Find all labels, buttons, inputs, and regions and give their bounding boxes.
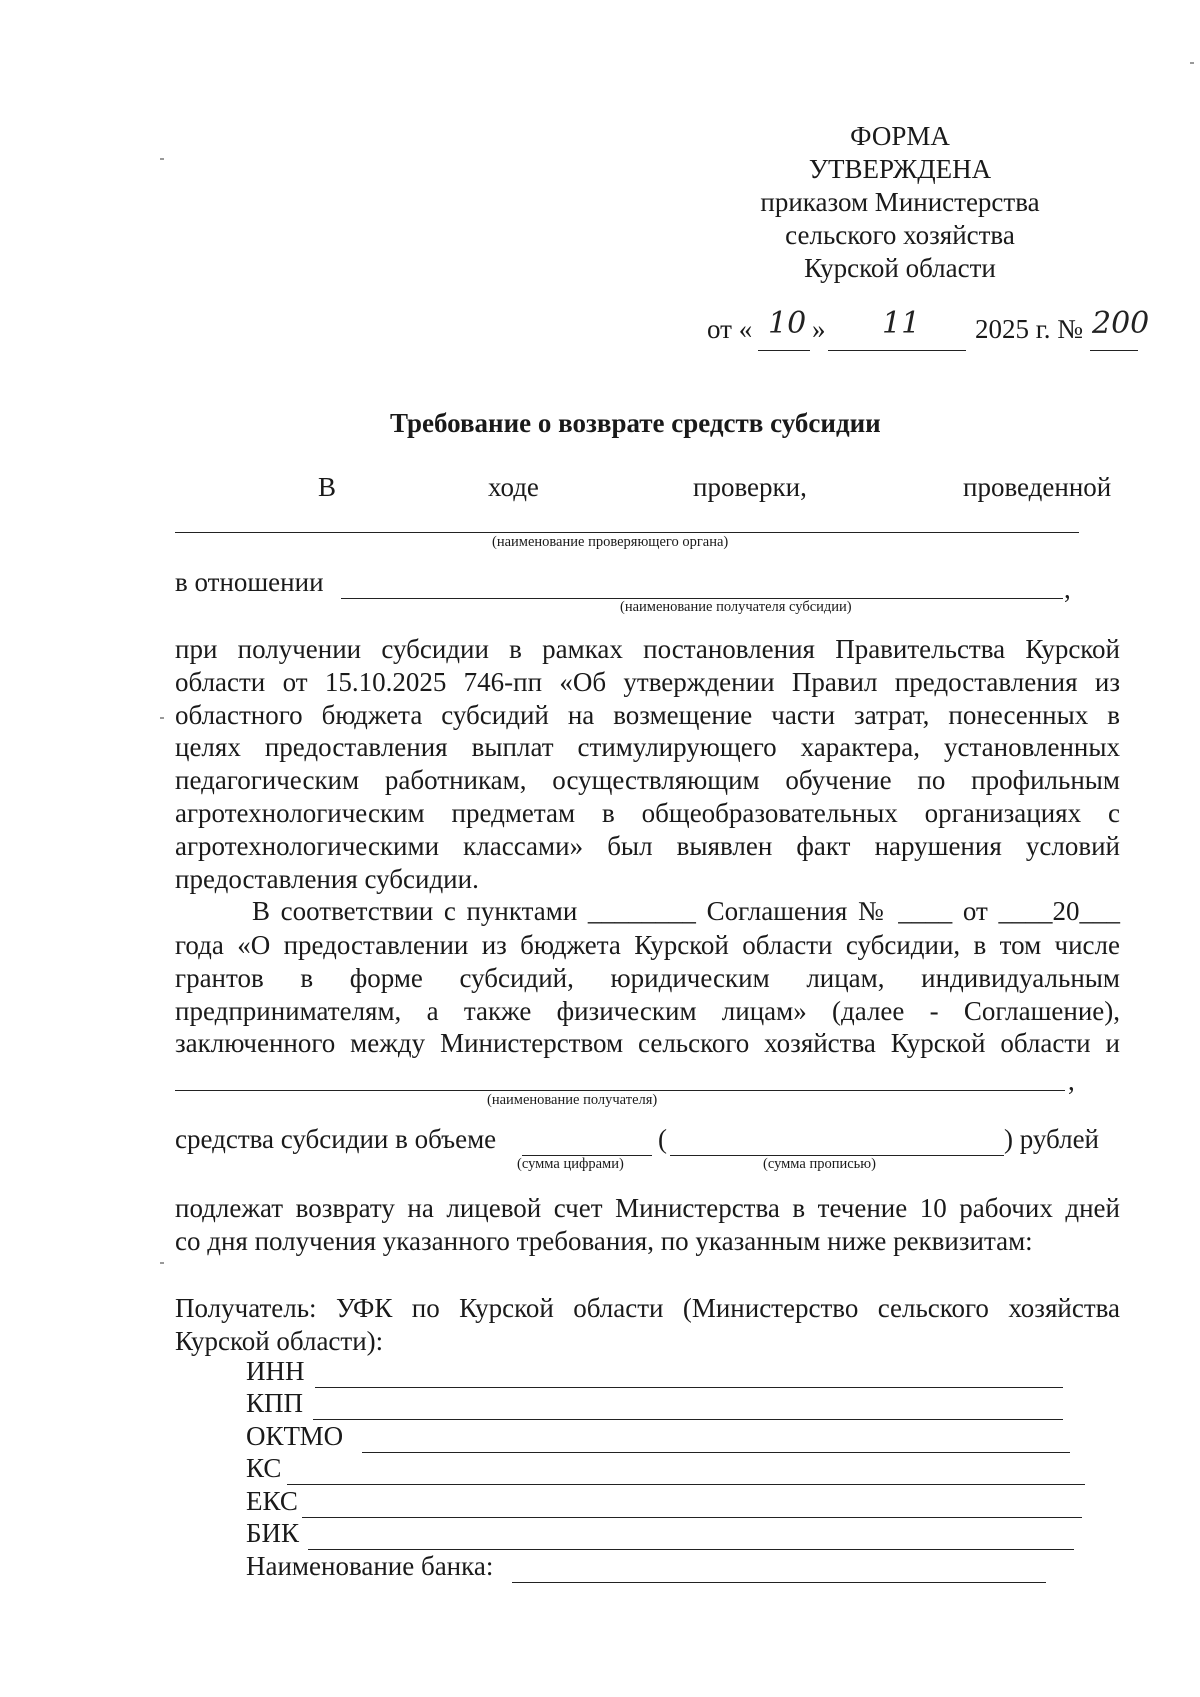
order-year-number-label: 2025 г. № — [975, 314, 1084, 344]
paragraph-line: агротехнологическими классами» был выявлен факт нарушения условий — [175, 830, 1120, 861]
paragraph-line: со дня получения указанного требования, по указанным ниже реквизитам: — [175, 1225, 1033, 1256]
paragraph-line: Курской области): — [175, 1325, 384, 1356]
order-day-underline — [758, 350, 810, 351]
inspecting-organ-caption: (наименование проверяющего органа) — [492, 534, 729, 550]
recipient-name-caption: (наименование получателя) — [487, 1092, 658, 1108]
approval-approved-label: УТВЕРЖДЕНА — [808, 154, 992, 184]
intro-word-v: В — [318, 472, 337, 502]
paragraph-line: педагогическим работникам, осуществляющим обучение по профильным — [175, 765, 1120, 796]
intro-word-khode: ходе — [488, 472, 539, 502]
oktmo-label: ОКТМО — [246, 1421, 344, 1451]
paragraph-line: года «О предоставлении из бюджета Курской области субсидии, в том числе — [175, 930, 1120, 960]
paragraph-line: предпринимателям, а также физическим лицам» (далее - Соглашение), — [175, 995, 1120, 1026]
paragraph-line: целях предоставления выплат стимулирующего характера, установленных — [175, 732, 1120, 763]
intro-word-proverki: проверки, — [693, 472, 807, 502]
paragraph-line: области от 15.10.2025 746-пп «Об утверждении Правил предоставления из — [175, 666, 1120, 697]
in-relation-label: в отношении — [175, 567, 324, 597]
bik-field-line — [308, 1549, 1074, 1550]
bank-name-label: Наименование банка: — [246, 1551, 494, 1581]
kpp-label: КПП — [246, 1388, 304, 1418]
scan-speck — [160, 717, 164, 719]
amount-open-paren: ( — [658, 1124, 667, 1154]
oktmo-field-line — [362, 1452, 1070, 1453]
paragraph-agreement — [175, 929, 1120, 1060]
ks-label: КС — [246, 1453, 282, 1483]
payment-recipient — [175, 1292, 1120, 1358]
paragraph-return-deadline — [175, 1192, 1120, 1258]
paragraph-line: заключенного между Министерством сельского хозяйства Курской области и — [175, 1028, 1120, 1059]
order-month-handwritten: 11 — [882, 306, 921, 341]
amount-rubles-label: ) рублей — [1004, 1124, 1100, 1154]
paragraph-line: подлежат возврату на лицевой счет Министерства в течение 10 рабочих дней — [175, 1193, 1120, 1223]
approval-region: Курской области — [804, 253, 996, 283]
paragraph-line: областного бюджета субсидий на возмещение части затрат, понесенных в — [175, 699, 1120, 730]
approval-form-label: ФОРМА — [850, 121, 950, 151]
order-number-underline — [1090, 350, 1138, 351]
eks-label: ЕКС — [246, 1486, 298, 1516]
ks-field-line — [287, 1484, 1085, 1485]
subsidy-recipient-comma: , — [1064, 574, 1071, 604]
bik-label: БИК — [246, 1518, 300, 1548]
bank-name-field-line — [512, 1582, 1046, 1583]
amount-label: средства субсидии в объеме — [175, 1124, 497, 1154]
paragraph-line: предоставления субсидии. — [175, 863, 479, 894]
paragraph-line: грантов в форме субсидий, юридическим лицам, индивидуальным — [175, 962, 1120, 993]
scan-speck — [160, 158, 164, 160]
inn-field-line — [315, 1387, 1063, 1388]
amount-digits-caption: (сумма цифрами) — [517, 1156, 624, 1172]
subsidy-recipient-caption: (наименование получателя субсидии) — [620, 599, 852, 615]
inn-label: ИНН — [246, 1356, 305, 1386]
recipient-name-comma: , — [1068, 1066, 1075, 1096]
order-day-handwritten: 10 — [768, 306, 807, 341]
kpp-field-line — [313, 1419, 1063, 1420]
order-date-prefix: от « — [707, 314, 753, 344]
paragraph-violation — [175, 633, 1120, 895]
paragraph-line: агротехнологическим предметам в общеобразовательных организациях с — [175, 797, 1120, 828]
document-title: Требование о возврате средств субсидии — [390, 408, 881, 438]
order-month-underline — [828, 350, 966, 351]
order-number-handwritten: 200 — [1092, 306, 1150, 341]
scan-speck — [1190, 62, 1194, 64]
order-date-quote-close: » — [812, 314, 826, 344]
paragraph-line: Получатель: УФК по Курской области (Министерство сельского хозяйства — [175, 1293, 1120, 1323]
approval-order-by: приказом Министерства — [760, 187, 1040, 217]
amount-words-caption: (сумма прописью) — [763, 1156, 876, 1172]
agreement-reference-line: В соответствии с пунктами ________ Соглашения № ____ от ____20___ — [252, 896, 1120, 926]
paragraph-line: при получении субсидии в рамках постановления Правительства Курской — [175, 634, 1120, 664]
scan-speck — [160, 1262, 164, 1264]
inspecting-organ-line — [175, 532, 1079, 533]
recipient-name-line — [175, 1090, 1065, 1091]
eks-field-line — [302, 1517, 1082, 1518]
approval-ministry: сельского хозяйства — [785, 220, 1015, 250]
intro-word-provedennoy: проведенной — [963, 472, 1112, 502]
